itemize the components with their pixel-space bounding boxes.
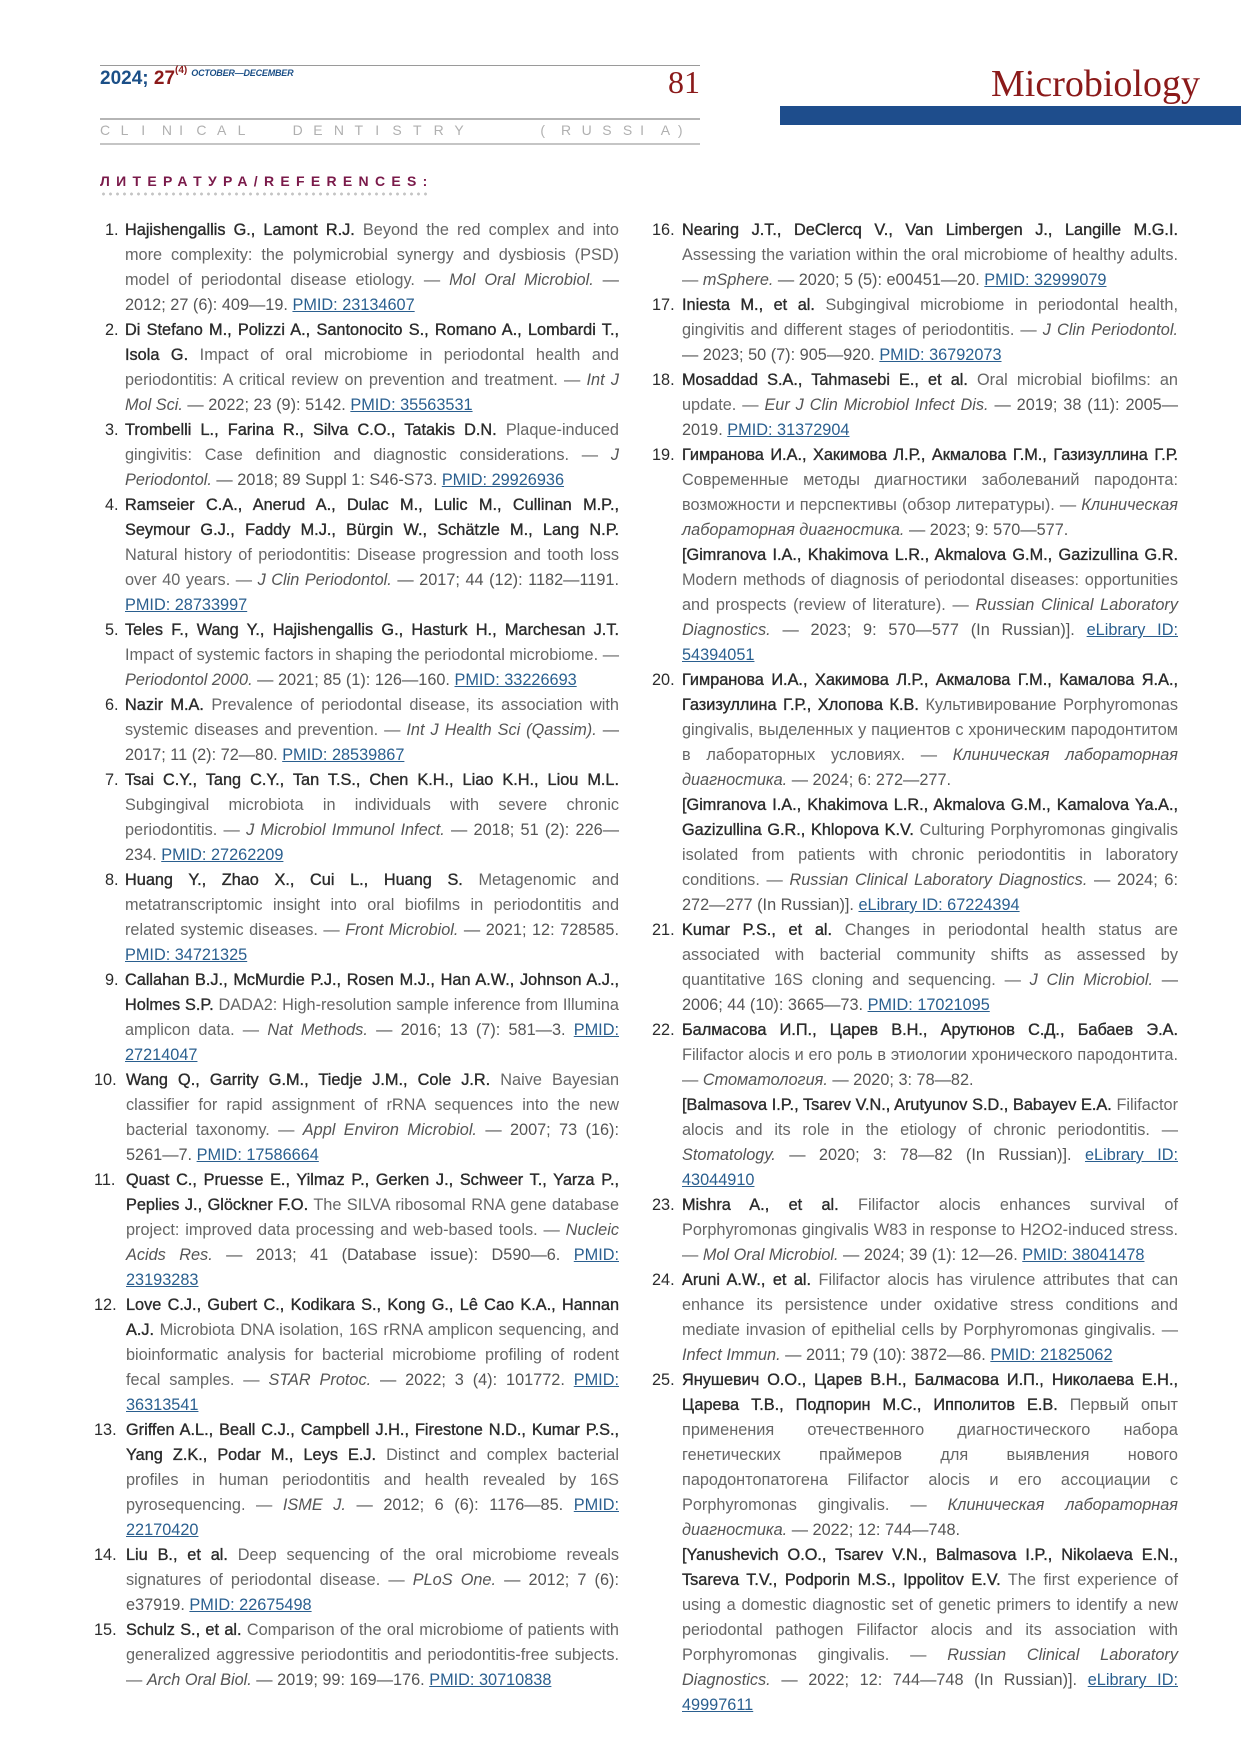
reference-en-title: Modern methods of diagnosis of periodontal diseases: opportunities and prospects (review of literature). — [682,571,1178,614]
reference-number: 23. [652,1196,675,1214]
reference-item [101,768,619,868]
reference-english-translation [682,793,1178,918]
journal-name-letter: I [141,122,146,138]
reference-title: Impact of oral microbiome in periodontal health and periodontitis: A critical review on prevention and treatment. — [125,346,619,389]
reference-pmid-link[interactable]: PMID: 17021095 [867,996,990,1014]
reference-journal: Клиническая лабораторная диагностика. [682,496,1178,539]
reference-authors: Гимранова И.А., Хакимова Л.Р., Акмалова Г.М., Газизуллина Г.Р. [682,446,1178,464]
reference-number: 8. [105,871,119,889]
reference-authors: Quast C., Pruesse E., Yilmaz P., Gerken J., Schweer T., Yarza P., Peplies J., Glöckner F.O. [126,1171,619,1214]
reference-authors: Янушевич О.О., Царев В.Н., Балмасова И.П., Николаева Е.Н., Царева Т.В., Подпорин М.С., Ипполитов Е.В. [682,1371,1178,1414]
journal-name-letter: C [100,122,111,138]
heading-dotted-rule [100,192,430,196]
reference-authors: Di Stefano M., Polizzi A., Santonocito S., Romano A., Lombardi T., Isola G. [125,321,619,364]
journal-name-letter: Y [454,122,464,138]
reference-title: Deep sequencing of the oral microbiome reveals signatures of periodontal disease. — [126,1546,620,1589]
reference-number: 4. [105,496,119,514]
reference-authors: Trombelli L., Farina R., Silva C.O., Tatakis D.N. [125,421,497,439]
reference-number: 14. [94,1546,117,1564]
reference-journal: J Microbiol Immunol Infect. [246,821,445,839]
reference-item [101,968,619,1068]
reference-en-authors: [Balmasova I.P., Tsarev V.N., Arutyunov S.D., Babayev E.A. [682,1096,1112,1114]
reference-item [101,493,619,618]
reference-authors: Liu B., et al. [126,1546,228,1564]
reference-journal: PLoS One. [412,1571,497,1589]
reference-authors: Huang Y., Zhao X., Cui L., Huang S. [125,871,463,889]
reference-journal: Nucleic Acids Res. [126,1221,619,1264]
reference-authors: Nearing J.T., DeClercq V., Van Limbergen J., Langille M.G.I. [682,221,1178,239]
reference-pmid-link[interactable]: PMID: 21825062 [990,1346,1113,1364]
reference-title: Changes in periodontal health status are associated with bacterial community shifts as assessed by quantitative 16S cloning and sequencing. — [682,921,1178,989]
reference-number: 2. [105,321,119,339]
reference-pmid-link[interactable]: PMID: 23134607 [292,296,415,314]
reference-pmid-link[interactable]: PMID: 27214047 [125,1021,619,1064]
reference-citation: — 2024; 6: 272—277. [787,771,952,789]
reference-en-citation: — 2022; 12: 744—748 (In Russian)]. [770,1671,1088,1689]
reference-authors: Hajishengallis G., Lamont R.J. [125,221,355,239]
reference-journal: Int J Health Sci (Qassim). [406,721,597,739]
reference-citation: — 2016; 13 (7): 581—3. [367,1021,574,1039]
reference-item [652,1018,1178,1193]
reference-item [94,1418,619,1543]
reference-authors: Kumar P.S., et al. [682,921,833,939]
reference-journal: Eur J Clin Microbiol Infect Dis. [764,396,989,414]
reference-pmid-link[interactable]: PMID: 31372904 [727,421,850,439]
reference-item [101,418,619,493]
reference-citation: — 2012; 7 (6): e37919. [126,1571,619,1614]
reference-pmid-link[interactable]: PMID: 30710838 [429,1671,552,1689]
reference-number: 3. [105,421,119,439]
section-title: Microbiology [991,63,1200,105]
journal-name-letter: L [237,122,246,138]
reference-journal: Клиническая лабораторная диагностика. [682,746,1178,789]
reference-citation: — 2019; 99: 169—176. [251,1671,430,1689]
reference-item [94,1168,619,1293]
reference-title: Prevalence of periodontal disease, its association with systemic diseases and prevention. — [125,696,619,739]
reference-authors: Schulz S., et al. [126,1621,242,1639]
reference-number: 7. [105,771,119,789]
header-top-rule [100,65,700,66]
reference-number: 9. [105,971,119,989]
reference-english-translation [682,1093,1178,1193]
reference-citation: — 2018; 51 (2): 226—234. [125,821,619,864]
journal-name-letter: D [292,122,303,138]
reference-pmid-link[interactable]: PMID: 38041478 [1022,1246,1145,1264]
reference-number: 10. [94,1071,117,1089]
references-column-left [94,218,620,1693]
reference-pmid-link[interactable]: PMID: 29926936 [441,471,565,489]
reference-number: 13. [94,1421,117,1439]
reference-english-translation [682,1543,1178,1718]
reference-citation: — 2018; 89 Suppl 1: S46-S73. [211,471,442,489]
reference-citation: — 2019; 38 (11): 2005—2019. [682,396,1178,439]
reference-item [652,218,1178,293]
issue-months: OCTOBER—DECEMBER [191,68,294,78]
reference-number: 20. [652,671,675,689]
reference-citation: — 2011; 79 (10): 3872—86. [780,1346,991,1364]
reference-item [101,318,619,418]
reference-item [101,868,619,968]
reference-pmid-link[interactable]: PMID: 32999079 [984,271,1107,289]
reference-item [94,1543,620,1618]
reference-title: Современные методы диагностики заболеваний пародонта: возможности и перспективы (обзор литературы). — [682,471,1178,514]
reference-item [94,1293,619,1418]
reference-elibrary-link[interactable]: eLibrary ID: 54394051 [682,621,1178,664]
reference-pmid-link[interactable]: PMID: 27262209 [161,846,284,864]
reference-item [94,1068,620,1168]
reference-item [652,368,1178,443]
reference-authors: Балмасова И.П., Царев В.Н., Арутюнов С.Д., Бабаев Э.А. [682,1021,1178,1039]
reference-title: Distinct and complex bacterial profiles in human periodontitis and health revealed by 16S pyrosequencing. — [126,1446,619,1514]
reference-title: Assessing the variation within the oral microbiome of healthy adults. — [682,246,1178,289]
reference-journal: J Clin Periodontol. [257,571,392,589]
reference-authors: Love C.J., Gubert C., Kodikara S., Kong G., Lê Cao K.A., Hannan A.J. [126,1296,619,1339]
reference-elibrary-link[interactable]: eLibrary ID: 67224394 [858,896,1020,914]
reference-number: 25. [652,1371,675,1389]
journal-name-letter: I [375,122,380,138]
reference-title: Subgingival microbiome in periodontal health, gingivitis and different stages of periodontitis. — [682,296,1178,339]
reference-authors: Wang Q., Garrity G.M., Tiedje J.M., Cole J.R. [126,1071,491,1089]
reference-citation: — 2013; 41 (Database issue): D590—6. [212,1246,574,1264]
journal-name-letter: L [120,122,129,138]
reference-number: 16. [652,221,675,239]
reference-journal: Infect Immun. [682,1346,781,1364]
reference-item [101,618,619,693]
reference-number: 18. [652,371,675,389]
reference-number: 24. [652,1271,675,1289]
reference-number: 1. [105,221,119,239]
reference-citation: — 2022; 12: 744—748. [787,1521,961,1539]
reference-en-citation: — 2023; 9: 570—577 (In Russian)]. [770,621,1087,639]
journal-name-letter: T [413,122,422,138]
journal-name-letter: E [313,122,323,138]
reference-citation: — 2006; 44 (10): 3665—73. [682,971,1179,1014]
reference-item [652,293,1178,368]
reference-number: 22. [652,1021,675,1039]
reference-item [94,1618,619,1693]
reference-number: 19. [652,446,675,464]
reference-journal: mSphere. [702,271,774,289]
reference-authors: Mishra A., et al. [682,1196,839,1214]
reference-citation: — 2012; 6 (6): 1176—85. [345,1496,574,1514]
reference-en-journal: Russian Clinical Laboratory Diagnostics. [789,871,1088,889]
reference-en-citation: — 2024; 6: 272—277 (In Russian)]. [682,871,1178,914]
reference-english-translation [682,543,1178,668]
reference-authors: Griffen A.L., Beall C.J., Campbell J.H., Firestone N.D., Kumar P.S., Yang Z.K., Podar M., Leys E.J. [126,1421,619,1464]
journal-name-letter: A [216,122,227,138]
reference-number: 5. [105,621,119,639]
journal-name-letter: C [196,122,207,138]
reference-elibrary-link[interactable]: eLibrary ID: 49997611 [682,1671,1178,1714]
reference-title: Metagenomic and metatranscriptomic insight into oral biofilms in periodontitis and related systemic diseases. — [125,871,619,939]
section-color-bar [780,106,1241,125]
reference-authors: Nazir M.A. [125,696,204,714]
issue-info [100,64,294,90]
issue-number: (4) [175,64,188,76]
reference-title: Beyond the red complex and into more complexity: the polymicrobial synergy and dysbiosis (PSD) model of periodontal disease etiology. — [125,221,619,289]
reference-number: 15. [94,1621,117,1639]
journal-name-letter: I [640,122,644,138]
reference-pmid-link[interactable]: PMID: 34721325 [125,946,248,964]
reference-en-journal: Russian Clinical Laboratory Diagnostics. [682,596,1178,639]
reference-en-title: Culturing Porphyromonas gingivalis isolated from patients with chronic periodontitis in laboratory conditions. — [682,821,1178,889]
reference-authors: Callahan B.J., McMurdie P.J., Rosen M.J., Han A.W., Johnson A.J., Holmes S.P. [125,971,619,1014]
reference-citation: — 2022; 3 (4): 101772. [371,1371,574,1389]
reference-item [652,443,1178,668]
reference-item [652,1268,1178,1368]
reference-citation: — 2012; 27 (6): 409—19. [125,271,619,314]
reference-authors: Ramseier C.A., Anerud A., Dulac M., Lulic M., Cullinan M.P., Seymour G.J., Faddy M.J., Bürgin W., Schätzle M., Lang N.P. [125,496,619,539]
journal-name-letter: I [179,122,183,138]
reference-title: Impact of systemic factors in shaping the periodontal microbiome. — [125,646,619,664]
reference-pmid-link[interactable]: PMID: 36792073 [879,346,1002,364]
reference-journal: J Periodontol. [125,446,619,489]
reference-pmid-link[interactable]: PMID: 22170420 [126,1496,619,1539]
reference-item [652,1368,1178,1718]
reference-en-authors: [Gimranova I.A., Khakimova L.R., Akmalova G.M., Kamalova Ya.A., Gazizullina G.R., Khlopova K.V. [682,796,1178,839]
reference-journal: Nat Methods. [267,1021,368,1039]
reference-title: Filifactor alocis has virulence attributes that can enhance its persistence under oxidative stress conditions and mediate invasion of epithelial cells by Porphyromonas gingivalis. — [682,1271,1178,1339]
reference-title: Natural history of periodontitis: Disease progression and tooth loss over 40 years. — [125,546,619,589]
reference-title: Первый опыт применения отечественного диагностического набора генетических праймеров для выявления нового пародонтопатогена Filifactor alocis и его ассоциации с Porphyromonas gingivalis. — [682,1396,1179,1514]
reference-journal: Mol Oral Microbiol. [702,1246,839,1264]
reference-en-citation: — 2020; 3: 78—82 (In Russian)]. [775,1146,1085,1164]
reference-authors: Teles F., Wang Y., Hajishengallis G., Hasturk H., Marchesan J.T. [125,621,619,639]
reference-citation: — 2021; 85 (1): 126—160. [252,671,455,689]
reference-journal: Int J Mol Sci. [125,371,619,414]
reference-citation: — 2007; 73 (16): 5261—7. [126,1121,619,1164]
reference-citation: — 2020; 3: 78—82. [827,1071,974,1089]
reference-title: DADA2: High-resolution sample inference from Illumina amplicon data. — [125,996,619,1039]
reference-number: 21. [652,921,675,939]
reference-citation: — 2024; 39 (1): 12—26. [838,1246,1023,1264]
reference-en-title: The first experience of using a domestic diagnostic set of genetic primers to identify a new periodontal pathogen Filifactor alocis and its association with Porphyromonas gingivalis. — [682,1571,1179,1664]
reference-journal: J Clin Periodontol. [1042,321,1178,339]
reference-pmid-link[interactable]: PMID: 33226693 [454,671,577,689]
references-column-right [652,218,1178,1718]
reference-title: Plaque-induced gingivitis: Case definition and diagnostic considerations. — [125,421,619,464]
reference-title: Microbiota DNA isolation, 16S rRNA amplicon sequencing, and bioinformatic analysis for bacterial microbiome profiling of rodent fecal samples. — [126,1321,619,1389]
reference-citation: — 2017; 44 (12): 1182—1191. [391,571,619,589]
reference-title: The SILVA ribosomal RNA gene database project: improved data processing and web-based tools. — [126,1196,619,1239]
journal-name-letter: N [333,122,345,138]
issue-year: 2024; [100,68,149,89]
reference-pmid-link[interactable]: PMID: 35563531 [350,396,473,414]
journal-name-letter: R [433,122,444,138]
reference-pmid-link[interactable]: PMID: 22675498 [189,1596,312,1614]
reference-pmid-link[interactable]: PMID: 28539867 [282,746,405,764]
reference-en-authors: [Gimranova I.A., Khakimova L.R., Akmalova G.M., Gazizullina G.R. [682,546,1178,564]
page-number: 81 [668,64,700,100]
reference-citation: — 2023; 50 (7): 905—920. [682,346,880,364]
reference-item [652,918,1178,1018]
journal-name-letter: ) [677,122,683,138]
reference-pmid-link[interactable]: PMID: 23193283 [126,1246,619,1289]
reference-authors: Mosaddad S.A., Tahmasebi E., et al. [682,371,968,389]
reference-item [101,218,619,318]
reference-citation: — 2021; 12: 728585. [458,921,619,939]
reference-authors: Tsai C.Y., Tang C.Y., Tan T.S., Chen K.H., Liao K.H., Liou M.L. [125,771,619,789]
issue-volume: 27 [153,68,176,89]
reference-en-authors: [Yanushevich O.O., Tsarev V.N., Balmasova I.P., Nikolaeva E.N., Tsareva T.V., Podporin M.S., Ippolitov E.V. [682,1546,1178,1589]
reference-journal: Appl Environ Microbiol. [302,1121,477,1139]
reference-journal: Front Microbiol. [345,921,459,939]
reference-elibrary-link[interactable]: eLibrary ID: 43044910 [682,1146,1179,1189]
reference-authors: Aruni A.W., et al. [682,1271,812,1289]
journal-name-letter: S [392,122,402,138]
reference-item [652,668,1178,918]
journal-name-letter: ( [540,122,545,138]
reference-title: Культивирование Porphyromonas gingivalis, выделенных у пациентов с хроническим пародонтитом в лабораторных условиях. — [682,696,1178,764]
reference-citation: — 2022; 23 (9): 5142. [182,396,351,414]
reference-pmid-link[interactable]: PMID: 17586664 [196,1146,319,1164]
reference-title: Filifactor alocis и его роль в этиологии хронического пародонтита. — [682,1046,1178,1089]
journal-name-letter: S [622,122,633,138]
header-mid-rule [100,118,700,120]
reference-authors: Iniesta M., et al. [682,296,815,314]
reference-number: 12. [94,1296,117,1314]
reference-citation: — 2023; 9: 570—577. [904,521,1069,539]
reference-authors: Гимранова И.А., Хакимова Л.Р., Акмалова Г.М., Камалова Я.А., Газизуллина Г.Р., Хлопова К.В. [682,671,1178,714]
reference-journal: Клиническая лабораторная диагностика. [682,1496,1178,1539]
reference-en-journal: Russian Clinical Laboratory Diagnostics. [682,1646,1178,1689]
journal-name-letter: U [581,122,592,138]
reference-citation: — 2017; 11 (2): 72—80. [125,721,619,764]
reference-citation: — 2020; 5 (5): e00451—20. [773,271,985,289]
reference-number: 17. [652,296,675,314]
reference-number: 6. [105,696,119,714]
reference-title: Naive Bayesian classifier for rapid assignment of rRNA sequences into the new bacterial taxonomy. — [126,1071,620,1139]
reference-en-title: Filifactor alocis and its role in the etiology of chronic periodontitis. — [682,1096,1178,1139]
reference-pmid-link[interactable]: PMID: 36313541 [126,1371,619,1414]
reference-journal: STAR Protoc. [268,1371,372,1389]
reference-number: 11. [94,1171,116,1189]
reference-journal: Mol Oral Microbiol. [449,271,594,289]
reference-title: Comparison of the oral microbiome of patients with generalized aggressive periodontitis and periodontitis-free subjects. — [126,1621,619,1689]
journal-name-letter: T [354,122,364,138]
journal-name-letter: N [161,122,173,138]
reference-en-journal: Stomatology. [682,1146,776,1164]
journal-name-letter: S [602,122,612,138]
reference-item [101,693,619,768]
reference-journal: Стоматология. [702,1071,828,1089]
reference-journal: Arch Oral Biol. [146,1671,252,1689]
reference-title: Oral microbial biofilms: an update. — [682,371,1178,414]
journal-name-letter: R [560,122,572,138]
reference-title: Subgingival microbiota in individuals with severe chronic periodontitis. — [125,796,619,839]
reference-title: Filifactor alocis enhances survival of Porphyromonas gingivalis W83 in response to H2O2-induced stress. — [682,1196,1178,1264]
reference-journal: J Clin Microbiol. [1029,971,1153,989]
reference-pmid-link[interactable]: PMID: 28733997 [125,596,248,614]
journal-name-letter: A [660,122,671,138]
reference-journal: ISME J. [282,1496,346,1514]
header-bottom-rule [100,143,700,145]
reference-item [652,1193,1178,1268]
reference-journal: Periodontol 2000. [125,671,253,689]
references-heading: ЛИТЕРАТУРА/REFERENCES: [100,173,434,189]
